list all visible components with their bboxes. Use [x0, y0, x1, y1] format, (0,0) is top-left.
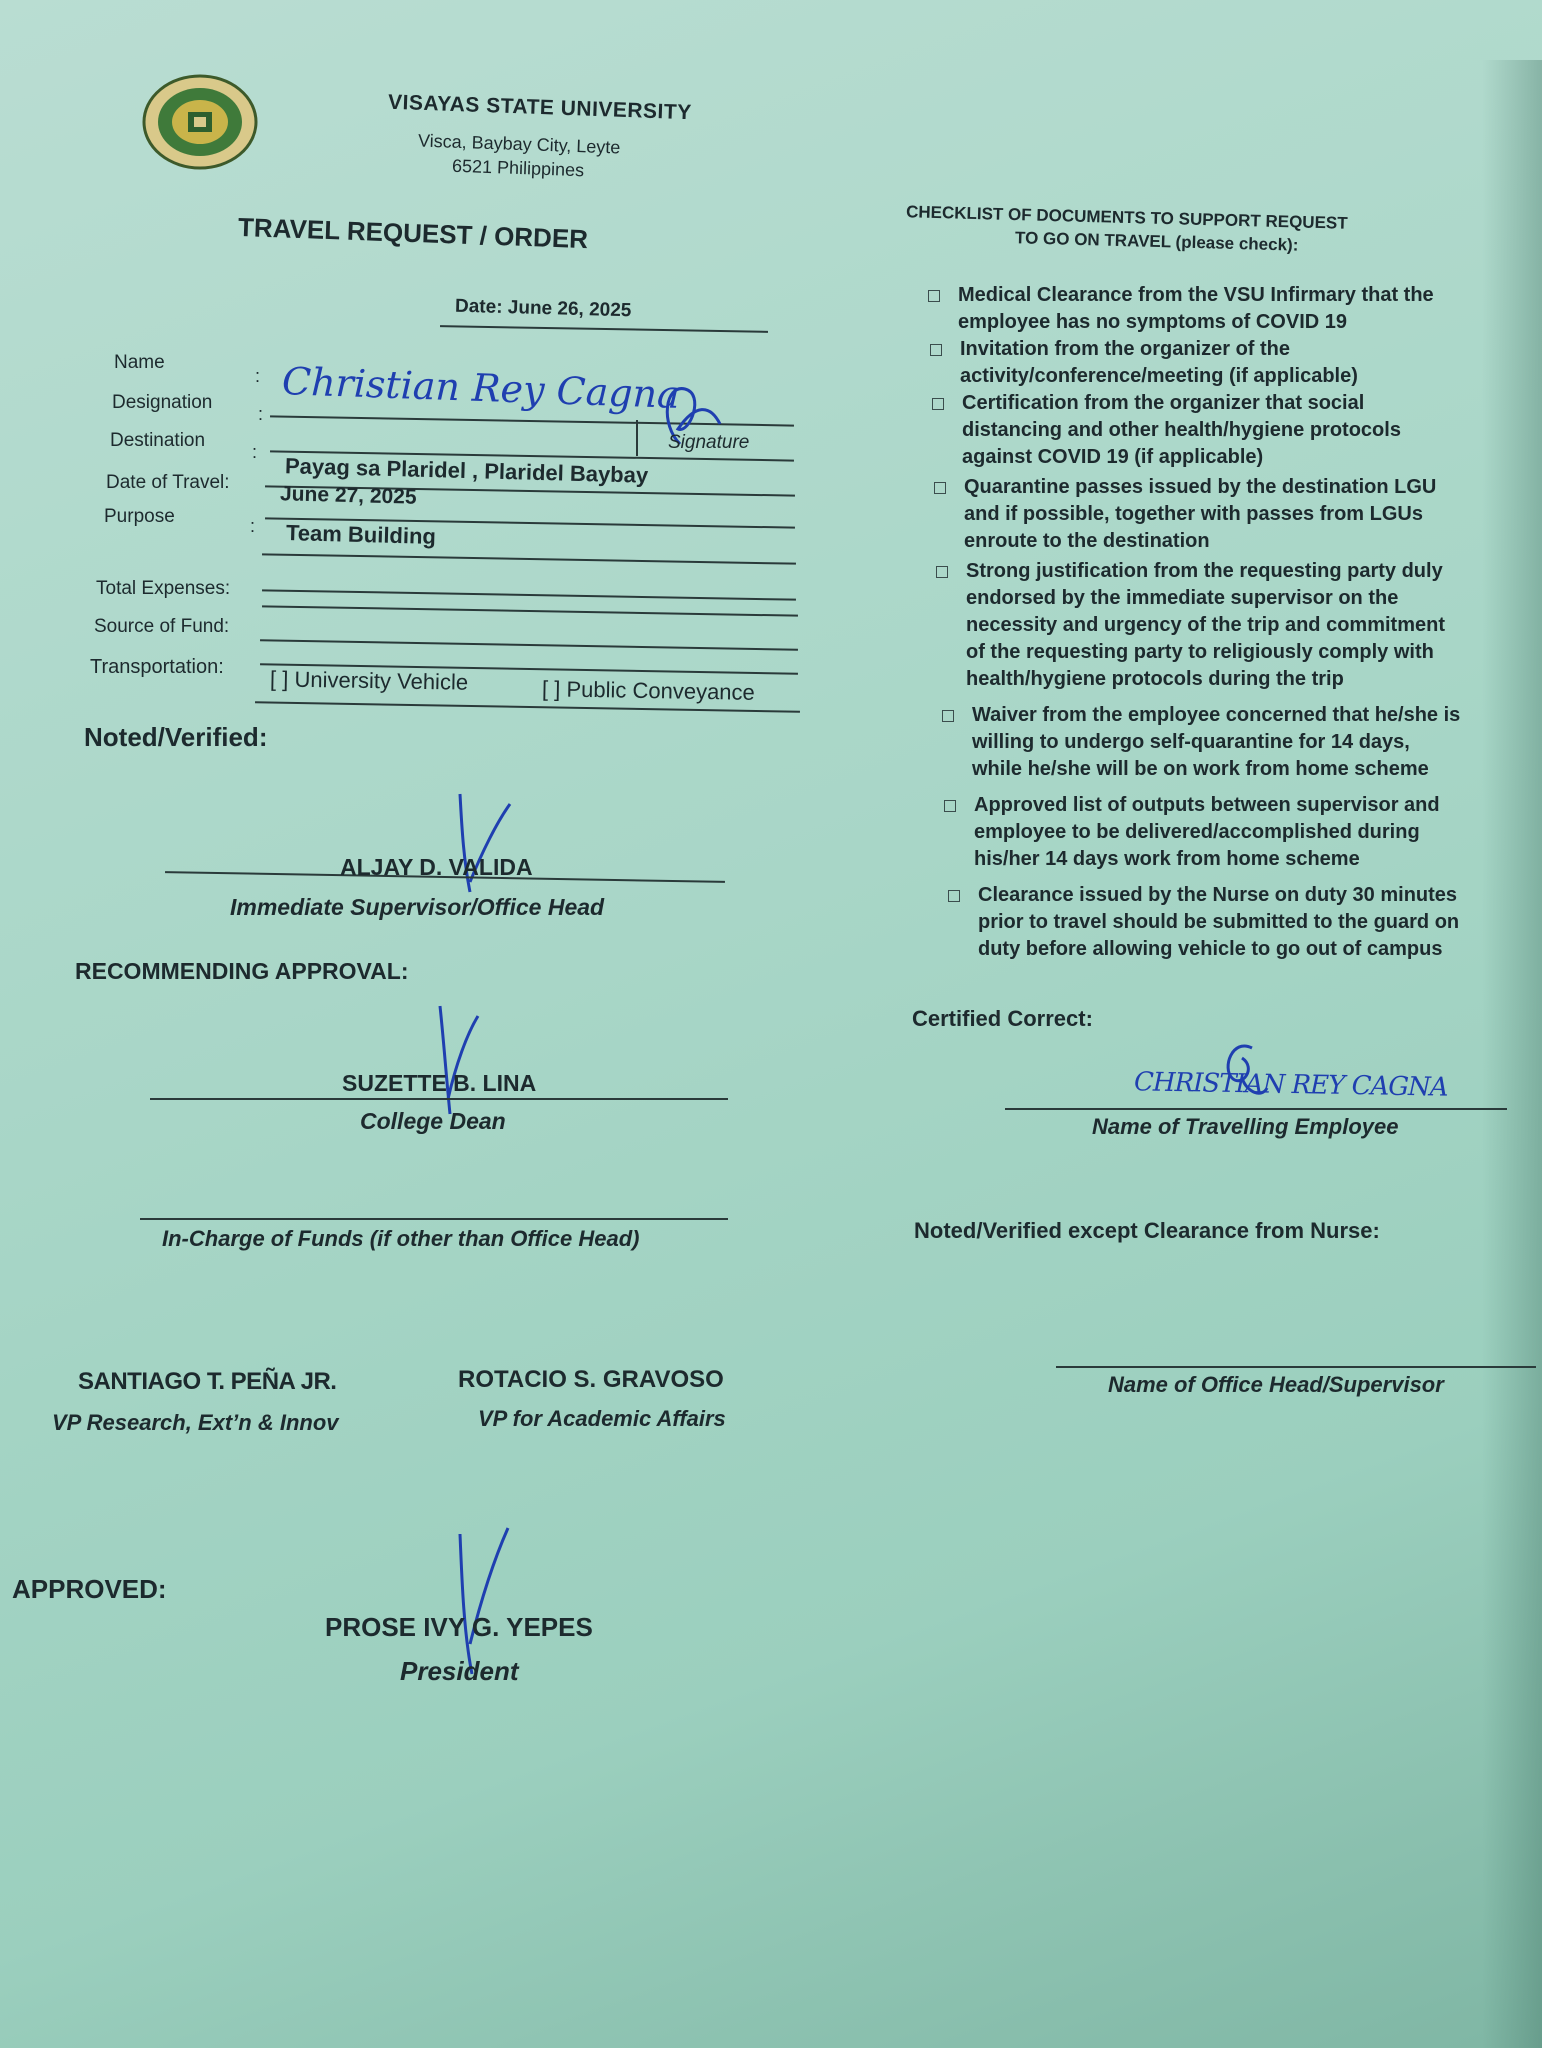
purpose-value: Team Building: [285, 520, 437, 549]
approved-label: APPROVED:: [12, 1574, 167, 1604]
purpose-underline-2: [262, 589, 796, 600]
signature-divider: [636, 420, 638, 456]
funds-signature-line: [140, 1218, 728, 1220]
noted-verified-label: Noted/Verified:: [84, 722, 268, 752]
office-head-signature-line: [1056, 1366, 1536, 1368]
form-title: TRAVEL REQUEST / ORDER: [237, 211, 589, 255]
supervisor-name: ALJAY D. VALIDA: [340, 854, 533, 880]
checklist-item-text: Medical Clearance from the VSU Infirmary that the employee has no symptoms of COVID 19: [958, 284, 1434, 333]
in-charge-of-funds-title: In-Charge of Funds (if other than Office Head): [162, 1226, 640, 1251]
purpose-label: Purpose: [104, 506, 175, 527]
checklist-checkbox[interactable]: [934, 482, 946, 494]
dean-title: College Dean: [360, 1108, 506, 1134]
checklist-item-text: Approved list of outputs between supervisor and employee to be delivered/accomplished during his/her 14 days work from home scheme: [974, 794, 1440, 870]
colon: :: [252, 442, 258, 462]
vp-research-name: SANTIAGO T. PEÑA JR.: [78, 1368, 337, 1395]
source-of-fund-label: Source of Fund:: [94, 616, 230, 637]
name-value-handwritten: Christian Rey Cagna: [281, 359, 681, 417]
vp-research-title: VP Research, Ext’n & Innov: [52, 1410, 339, 1435]
university-postal: 6521 Philippines: [451, 155, 585, 181]
designation-label: Designation: [112, 392, 213, 413]
vp-academic-title: VP for Academic Affairs: [478, 1406, 726, 1431]
vp-academic-name: ROTACIO S. GRAVOSO: [458, 1366, 724, 1393]
destination-label: Destination: [110, 430, 206, 451]
university-name: VISAYAS STATE UNIVERSITY: [387, 90, 693, 125]
dean-signature-line: [150, 1098, 728, 1100]
checklist-item-text: Invitation from the organizer of the activity/conference/meeting (if applicable): [960, 338, 1358, 387]
colon: :: [258, 404, 264, 424]
supervisor-title: Immediate Supervisor/Office Head: [230, 894, 605, 920]
dean-initial-mark: [432, 1004, 492, 1124]
checklist-checkbox[interactable]: [944, 800, 956, 812]
signature-label: Signature: [668, 432, 750, 453]
recommending-approval-label: RECOMMENDING APPROVAL:: [75, 958, 409, 984]
office-head-title: Name of Office Head/Supervisor: [1108, 1372, 1444, 1397]
traveller-title: Name of Travelling Employee: [1092, 1114, 1399, 1139]
checklist-checkbox[interactable]: [930, 344, 942, 356]
university-seal-logo: [140, 72, 260, 172]
transportation-label: Transportation:: [90, 656, 224, 678]
checklist-checkbox[interactable]: [928, 290, 940, 302]
source-of-fund-underline: [260, 639, 798, 650]
checklist-checkbox[interactable]: [942, 710, 954, 722]
colon: :: [250, 516, 256, 536]
date-of-travel-label: Date of Travel:: [106, 472, 230, 493]
university-address: Visca, Baybay City, Leyte: [417, 130, 621, 158]
traveller-signed-name: CHRISTIAN REY CAGNA: [1133, 1067, 1448, 1103]
total-expenses-label: Total Expenses:: [96, 578, 231, 599]
checklist-checkbox[interactable]: [948, 890, 960, 902]
checklist-heading: CHECKLIST OF DOCUMENTS TO SUPPORT REQUEST: [905, 202, 1348, 233]
traveller-signature-line: [1005, 1108, 1507, 1110]
purpose-underline: [262, 553, 796, 564]
name-label: Name: [114, 352, 165, 373]
checklist-item-text: Certification from the organizer that social distancing and other health/hygiene protocols against COVID 19 (if applicable): [962, 392, 1401, 468]
noted-except-nurse-label: Noted/Verified except Clearance from Nurse:: [914, 1218, 1380, 1243]
checklist-item-text: Waiver from the employee concerned that he/she is willing to undergo self-quarantine for 14 days, while he/she will be on work from home scheme: [972, 704, 1461, 780]
date-of-travel-value: June 27, 2025: [279, 482, 417, 509]
page-edge-shadow: [1482, 60, 1542, 2048]
dean-name: SUZETTE B. LINA: [342, 1070, 537, 1096]
total-expenses-underline: [262, 605, 798, 616]
checklist-item-text: Quarantine passes issued by the destination LGU and if possible, together with passes from LGUs enroute to the destination: [964, 476, 1437, 552]
supervisor-initial-mark: [452, 792, 522, 902]
president-title: President: [400, 1656, 519, 1686]
date-underline: [440, 325, 768, 333]
form-date: Date: June 26, 2025: [454, 295, 632, 322]
checklist-subheading: TO GO ON TRAVEL (please check):: [1014, 228, 1299, 255]
checklist-checkbox[interactable]: [936, 566, 948, 578]
checklist-checkbox[interactable]: [932, 398, 944, 410]
checklist-item-text: Strong justification from the requesting party duly endorsed by the immediate supervisor on the necessity and urgency of the trip and commitment of the requesting party to religiously comply with health/hygiene protocols during the trip: [966, 560, 1445, 690]
destination-value: Payag sa Plaridel , Plaridel Baybay: [284, 453, 649, 488]
certified-correct-label: Certified Correct:: [912, 1006, 1093, 1031]
transport-public-conveyance-checkbox[interactable]: [ ] Public Conveyance: [541, 676, 755, 705]
checklist-item-text: Clearance issued by the Nurse on duty 30 minutes prior to travel should be submitted to the guard on duty before allowing vehicle to go out of campus: [978, 884, 1460, 960]
president-name: PROSE IVY G. YEPES: [325, 1612, 593, 1642]
colon: :: [255, 366, 261, 386]
transport-university-vehicle-checkbox[interactable]: [ ] University Vehicle: [269, 666, 469, 695]
